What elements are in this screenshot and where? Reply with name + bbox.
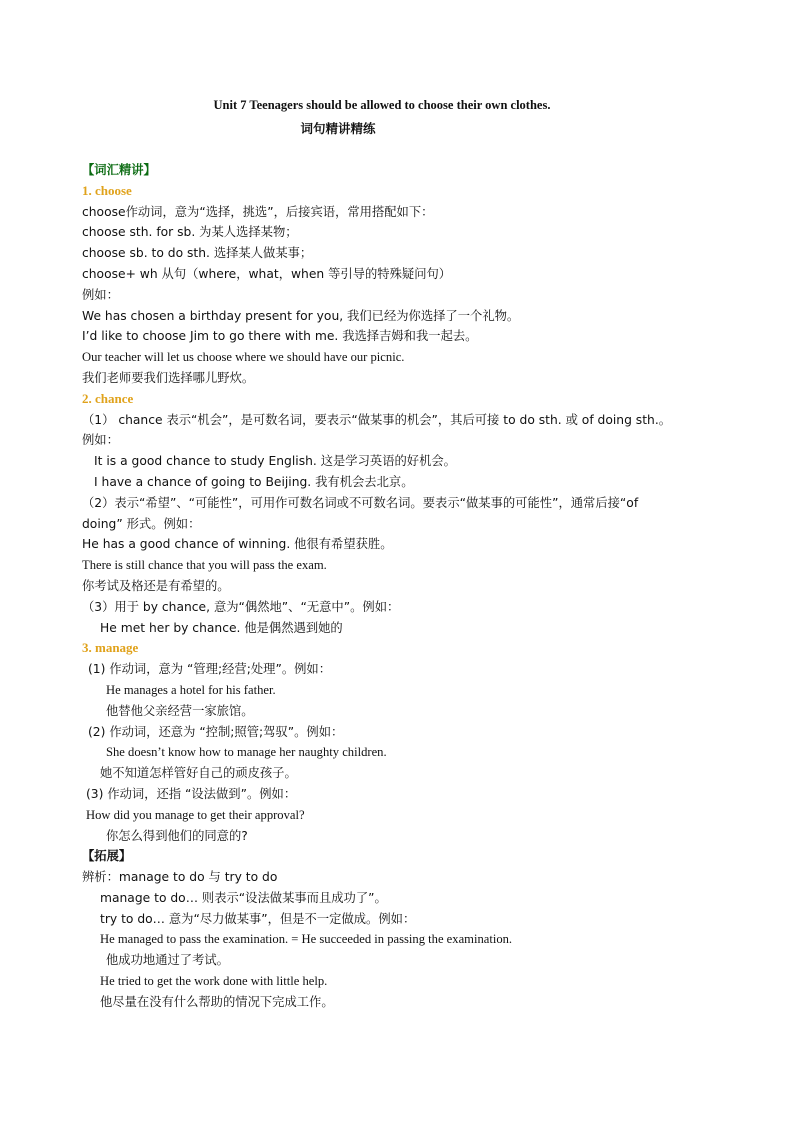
text-line: We has chosen a birthday present for you, 我们已经为你选择了一个礼物。 [82, 308, 520, 323]
text-line: 她不知道怎样管好自己的顽皮孩子。 [100, 766, 297, 781]
section-heading: 【词汇精讲】 [82, 163, 156, 177]
text-line: （3）用于 by chance, 意为“偶然地”、“无意中”。例如： [82, 599, 400, 614]
text-line: (2) 作动词，还意为 “控制;照管;驾驭”。例如： [88, 724, 344, 739]
text-line: try to do… 意为“尽力做某事”，但是不一定做成。例如： [100, 911, 416, 926]
text-line: 他尽量在没有什么帮助的情况下完成工作。 [100, 994, 334, 1009]
text-line: 他成功地通过了考试。 [106, 953, 229, 968]
text-line: I’d like to choose Jim to go there with me. 我选择吉姆和我一起去。 [82, 329, 478, 344]
text-line: She doesn’t know how to manage her naughty children. [106, 745, 387, 760]
document-subtitle: 词句精讲精练 [300, 121, 376, 136]
text-line: doing” 形式。例如： [82, 516, 201, 531]
section-heading: 【拓展】 [82, 849, 132, 864]
text-line: I have a chance of going to Beijing. 我有机会去北京。 [94, 474, 414, 489]
text-line: 辨析：manage to do 与 try to do [82, 870, 278, 885]
text-line: 你考试及格还是有希望的。 [82, 578, 230, 593]
section-heading: 1. choose [82, 182, 132, 198]
text-line: It is a good chance to study English. 这是学习英语的好机会。 [94, 454, 456, 469]
text-line: How did you manage to get their approval? [86, 807, 305, 822]
text-line: choose+ wh 从句（where，what，when 等引导的特殊疑问句） [82, 266, 452, 281]
text-line: (1) 作动词，意为 “管理;经营;处理”。例如： [88, 662, 332, 677]
text-line: （2）表示“希望”、“可能性”，可用作可数名词或不可数名词。要表示“做某事的可能性”，通常后接“of [82, 495, 639, 510]
text-line: 例如： [82, 287, 119, 302]
text-line: choose作动词，意为“选择，挑选”，后接宾语，常用搭配如下： [82, 204, 434, 219]
text-line: He managed to pass the examination. = He succeeded in passing the examination. [100, 932, 513, 947]
text-line: 你怎么得到他们的同意的? [106, 828, 248, 843]
text-line: (3) 作动词，还指 “设法做到”。例如： [86, 786, 297, 801]
text-line: （1） chance 表示“机会”，是可数名词，要表示“做某事的机会”，其后可接 to do sth. 或 of doing sth.。 [82, 412, 672, 427]
text-line: He manages a hotel for his father. [106, 682, 276, 697]
text-line: choose sth. for sb. 为某人选择某物； [82, 225, 298, 240]
text-line: Our teacher will let us choose where we should have our picnic. [82, 350, 405, 365]
section-heading: 2. chance [82, 390, 134, 406]
document-body [82, 160, 772, 1013]
text-line: manage to do… 则表示“设法做某事而且成功了”。 [100, 890, 387, 905]
text-line: He has a good chance of winning. 他很有希望获胜。 [82, 537, 393, 552]
text-line: choose sb. to do sth. 选择某人做某事； [82, 246, 313, 261]
text-line: He met her by chance. 他是偶然遇到她的 [100, 620, 343, 635]
text-line: 我们老师要我们选择哪儿野炊。 [82, 370, 255, 385]
text-line: He tried to get the work done with little help. [100, 974, 328, 989]
text-line: There is still chance that you will pass the exam. [82, 558, 327, 573]
text-line: 他替他父亲经营一家旅馆。 [106, 703, 254, 718]
document-title: Unit 7 Teenagers should be allowed to choose their own clothes. [213, 98, 551, 112]
section-heading: 3. manage [82, 640, 139, 656]
text-line: 例如： [82, 433, 119, 448]
